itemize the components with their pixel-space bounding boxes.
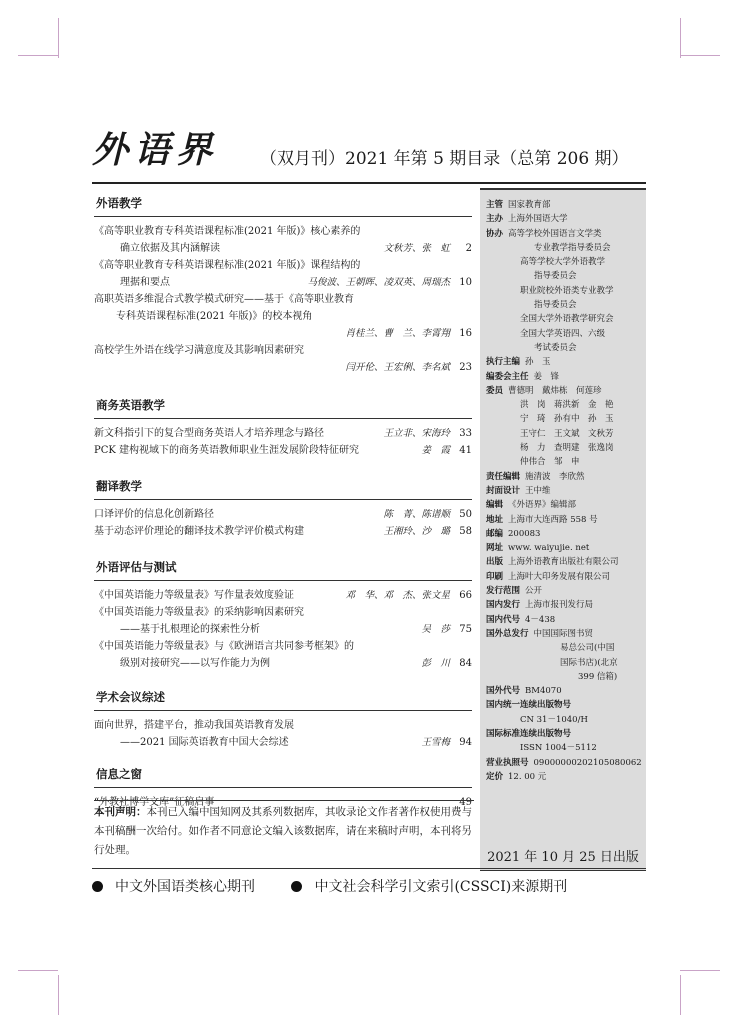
info-row: [486, 656, 644, 670]
info-label: 主管: [486, 200, 504, 210]
entry-page-number: 49: [459, 797, 472, 808]
info-value: 考试委员会: [534, 342, 577, 353]
toc-entry[interactable]: [94, 587, 472, 604]
info-row: [486, 212, 644, 226]
entry-page-number: 33: [459, 428, 472, 439]
entry-authors: 王立非、宋海玲: [383, 428, 450, 439]
info-value: 易总公司(中国: [560, 643, 615, 654]
entry-authors: 王雪梅: [421, 737, 450, 748]
info-value: 王中维: [525, 485, 551, 496]
entry-title-line: 《中国英语能力等级量表》的采纳影响因素研究: [94, 607, 304, 618]
info-value: 国家教育部: [508, 200, 551, 210]
entry-title-line: 高校学生外语在线学习满意度及其影响因素研究: [94, 345, 304, 356]
info-row: [486, 470, 644, 484]
info-row: [486, 513, 644, 527]
info-value: 曹德明 戴炜栋 何莲珍: [508, 385, 602, 396]
info-label: 印刷: [486, 571, 504, 582]
section-heading: 学术会议综述: [94, 682, 472, 711]
info-label: 发行范围: [486, 586, 521, 597]
info-row: [486, 241, 644, 255]
entry-page-number: 16: [459, 328, 472, 339]
toc-section: [94, 471, 472, 540]
crop-mark: [680, 18, 681, 58]
info-label: 国内发行: [486, 600, 521, 611]
info-value: 仲伟合 邹 申: [520, 457, 580, 468]
info-label: 责任编辑: [486, 471, 521, 482]
info-row: [486, 255, 644, 269]
info-value: 200083: [508, 528, 541, 539]
toc-entry[interactable]: [94, 523, 472, 540]
entry-authors: 王湘玲、沙 璐: [383, 526, 450, 537]
info-label: 地址: [486, 514, 504, 525]
toc-entry[interactable]: [94, 425, 472, 442]
info-label: 编辑: [486, 500, 504, 511]
notice-label: 本刊声明：: [94, 806, 147, 818]
info-label: 封面设计: [486, 485, 521, 496]
info-row: [486, 498, 644, 512]
core-journal-item: [92, 876, 255, 896]
section-heading: 外语评估与测试: [94, 552, 472, 581]
toc-entry[interactable]: [94, 442, 472, 459]
entry-page-number: 50: [459, 509, 472, 520]
entry-page-number: 94: [459, 737, 472, 748]
toc-entry[interactable]: [94, 257, 472, 291]
info-row: [486, 370, 644, 384]
page-header: [92, 128, 652, 176]
index-listing-footer: [92, 876, 652, 896]
entry-authors: 陈 菁、陈谱顺: [383, 509, 450, 520]
notice-text: 本刊已入编中国知网及其系列数据库，其收录论文作者著作权使用费与本刊稿酬一次给付。如作者不同意论文编入该数据库，请在来稿时声明，本刊将另行处理。: [94, 806, 472, 856]
info-label: 主办: [486, 214, 504, 225]
entry-authors: 肖桂兰、曹 兰、李霄翔: [345, 328, 450, 339]
info-value: 孙 玉: [525, 357, 551, 368]
info-row: [486, 756, 644, 770]
info-row: [486, 198, 644, 212]
info-value: BM4070: [525, 686, 562, 697]
info-value: 专业教学指导委员会: [534, 242, 611, 253]
info-row: [486, 627, 644, 641]
entry-page-number: 10: [459, 277, 472, 288]
info-value: 高等学校大学外语教学: [520, 257, 606, 268]
entry-title-line: 理据和要点: [120, 277, 170, 288]
info-row: [486, 341, 644, 355]
info-value: 《外语界》编辑部: [508, 500, 577, 511]
info-row: [486, 312, 644, 326]
publication-date: 2021 年 10 月 25 日出版: [487, 850, 639, 865]
toc-entry[interactable]: [94, 638, 472, 672]
toc-section: [94, 682, 472, 751]
entry-authors: 邓 华、邓 杰、张文星: [345, 590, 450, 601]
entry-title-line: 专科英语课程标准(2021 年版)》的校本视角: [116, 311, 313, 322]
info-label: 营业执照号: [486, 757, 529, 768]
info-row: [486, 641, 644, 655]
info-row: [486, 570, 644, 584]
info-label: 网址: [486, 543, 504, 554]
info-value: ISSN 1004－5112: [520, 743, 597, 754]
header-rule: [92, 182, 646, 184]
info-label: 国外代号: [486, 686, 521, 697]
info-row: [486, 327, 644, 341]
info-row: [486, 269, 644, 283]
info-row: [486, 713, 644, 727]
info-row: [486, 412, 644, 426]
entry-page-number: 66: [459, 590, 472, 601]
info-value: 上海市大连西路 558 号: [508, 514, 598, 525]
info-value: 4－438: [525, 614, 556, 625]
entry-title-line: 级别对接研究——以写作能力为例: [120, 658, 270, 669]
entry-title-line: ——基于扎根理论的探索性分析: [120, 624, 260, 635]
info-value: 中国国际图书贸: [533, 628, 594, 639]
entry-title-line: 《中国英语能力等级量表》写作量表效度验证: [94, 590, 294, 601]
info-label: 国外总发行: [486, 628, 529, 639]
info-row: [486, 770, 644, 784]
entry-page-number: 2: [465, 243, 472, 254]
info-label: 国际标准连续出版物号: [486, 728, 572, 739]
info-value: 12. 00 元: [508, 771, 547, 782]
entry-title-line: 《高等职业教育专科英语课程标准(2021 年版)》课程结构的: [94, 260, 361, 271]
entry-page-number: 84: [459, 658, 472, 669]
info-value: www. waiyujie. net: [508, 543, 590, 554]
info-label: 协办: [486, 228, 504, 239]
info-label: 国内统一连续出版物号: [486, 700, 572, 711]
info-row: [486, 455, 644, 469]
info-row: [486, 284, 644, 298]
info-value: 国际书店)(北京: [560, 657, 618, 668]
footer-rule: [92, 868, 646, 869]
info-value: 全国大学外语教学研究会: [520, 314, 614, 325]
info-row: [486, 555, 644, 569]
info-value: 杨 力 查明建 张逸岗: [520, 443, 614, 454]
journal-masthead: 外语界: [92, 129, 219, 171]
cssci-text: 中文社会科学引文索引(CSSCI)来源期刊: [314, 879, 568, 895]
journal-notice: [94, 800, 474, 860]
info-value: 指导委员会: [534, 300, 577, 311]
info-value: 上海外语教育出版社有限公司: [508, 557, 619, 568]
toc-entry[interactable]: [94, 223, 472, 257]
toc-entry[interactable]: [94, 506, 472, 523]
entry-authors: 姜 霞: [421, 445, 450, 456]
info-value: 洪 岗 蒋洪新 金 艳: [520, 400, 614, 411]
entry-authors: 马俊波、王朝晖、凌双英、周瑞杰: [307, 277, 450, 288]
info-row: [486, 541, 644, 555]
info-row: [486, 441, 644, 455]
entry-authors: 闫开伦、王宏俐、李名斌: [345, 362, 450, 373]
info-row: [486, 484, 644, 498]
info-row: [486, 298, 644, 312]
info-value: 09000000202105080062: [533, 757, 642, 768]
info-row: [486, 527, 644, 541]
info-row: [486, 741, 644, 755]
info-value: 王守仁 王文斌 文秋芳: [520, 428, 614, 439]
entry-title-line: PCK 建构视域下的商务英语教师职业生涯发展阶段特征研究: [94, 445, 360, 456]
entry-page-number: 58: [459, 526, 472, 537]
info-value: 上海外国语大学: [508, 214, 568, 225]
info-value: 上海市报刊发行局: [525, 600, 594, 611]
info-value: 职业院校外语类专业教学: [520, 285, 614, 296]
info-row: [486, 684, 644, 698]
info-label: 邮编: [486, 528, 504, 539]
cssci-item: [291, 876, 567, 896]
section-heading: 外语教学: [94, 188, 472, 217]
entry-authors: 吴 莎: [421, 624, 450, 635]
entry-authors: 彭 川: [421, 658, 450, 669]
info-value: 施清波 李欣然: [525, 471, 585, 482]
entry-page-number: 75: [459, 624, 472, 635]
entry-title-line: 确立依据及其内涵解读: [120, 243, 220, 254]
info-row: [486, 584, 644, 598]
section-heading: 翻译教学: [94, 471, 472, 500]
crop-mark: [18, 55, 58, 56]
publication-info: [486, 198, 644, 784]
info-row: [486, 727, 644, 741]
entry-title-line: 高职英语多维混合式教学模式研究——基于《高等职业教育: [94, 294, 354, 305]
issue-subtitle: （双月刊）2021 年第 5 期目录（总第 206 期）: [260, 149, 629, 169]
entry-title-line: ——2021 国际英语教育中国大会综述: [120, 737, 289, 748]
info-value: 全国大学英语四、六级: [520, 328, 606, 339]
entry-title-line: 面向世界，搭建平台，推动我国英语教育发展: [94, 720, 294, 731]
entry-page-number: 23: [459, 362, 472, 373]
info-label: 出版: [486, 557, 504, 568]
info-row: [486, 355, 644, 369]
info-value: 上海叶大印务发展有限公司: [508, 571, 611, 582]
info-value: 宁 琦 孙有中 孙 玉: [520, 414, 614, 425]
info-row: [486, 427, 644, 441]
info-value: CN 31－1040/H: [520, 714, 588, 725]
info-row: [486, 227, 644, 241]
info-value: 高等学校外国语言文学类: [508, 228, 602, 239]
toc-entry[interactable]: [94, 604, 472, 638]
info-value: 公开: [525, 586, 543, 597]
bullet-icon: [92, 881, 103, 892]
toc-entry[interactable]: [94, 717, 472, 751]
info-value: 399 信箱): [578, 671, 618, 682]
entry-title-line: 《中国英语能力等级量表》与《欧洲语言共同参考框架》的: [94, 641, 354, 652]
toc-section: [94, 188, 472, 376]
masthead-info-panel: [480, 188, 646, 871]
entry-authors: 文秋芳、张 虹: [383, 243, 450, 254]
section-heading: 商务英语教学: [94, 390, 472, 419]
info-row: [486, 670, 644, 684]
info-row: [486, 598, 644, 612]
info-row: [486, 698, 644, 712]
table-of-contents: [94, 188, 472, 811]
info-row: [486, 384, 644, 398]
info-label: 编委会主任: [486, 371, 529, 382]
crop-mark: [58, 18, 59, 58]
info-label: 委员: [486, 385, 504, 396]
info-label: 定价: [486, 771, 504, 782]
section-heading: 信息之窗: [94, 759, 472, 788]
toc-section: [94, 552, 472, 672]
bullet-icon: [291, 881, 302, 892]
crop-mark: [680, 970, 720, 971]
info-row: [486, 613, 644, 627]
toc-entry[interactable]: [94, 291, 472, 342]
entry-title-line: 口译评价的信息化创新路径: [94, 509, 214, 520]
info-value: 指导委员会: [534, 271, 577, 282]
toc-entry[interactable]: [94, 342, 472, 376]
toc-section: [94, 390, 472, 459]
info-label: 国内代号: [486, 614, 521, 625]
info-label: 执行主编: [486, 357, 521, 368]
entry-title-line: 基于动态评价理论的翻译技术教学评价模式构建: [94, 526, 304, 537]
entry-page-number: 41: [459, 445, 472, 456]
entry-title-line: “外教社博学文库”征稿启事: [94, 797, 215, 808]
core-journal-text: 中文外国语类核心期刊: [115, 879, 255, 895]
crop-mark: [58, 975, 59, 1015]
crop-mark: [680, 975, 681, 1015]
entry-title-line: 《高等职业教育专科英语课程标准(2021 年版)》核心素养的: [94, 226, 361, 237]
crop-mark: [680, 55, 720, 56]
info-row: [486, 398, 644, 412]
crop-mark: [18, 970, 58, 971]
entry-title-line: 新文科指引下的复合型商务英语人才培养理念与路径: [94, 428, 324, 439]
info-value: 姜 锋: [533, 371, 560, 382]
